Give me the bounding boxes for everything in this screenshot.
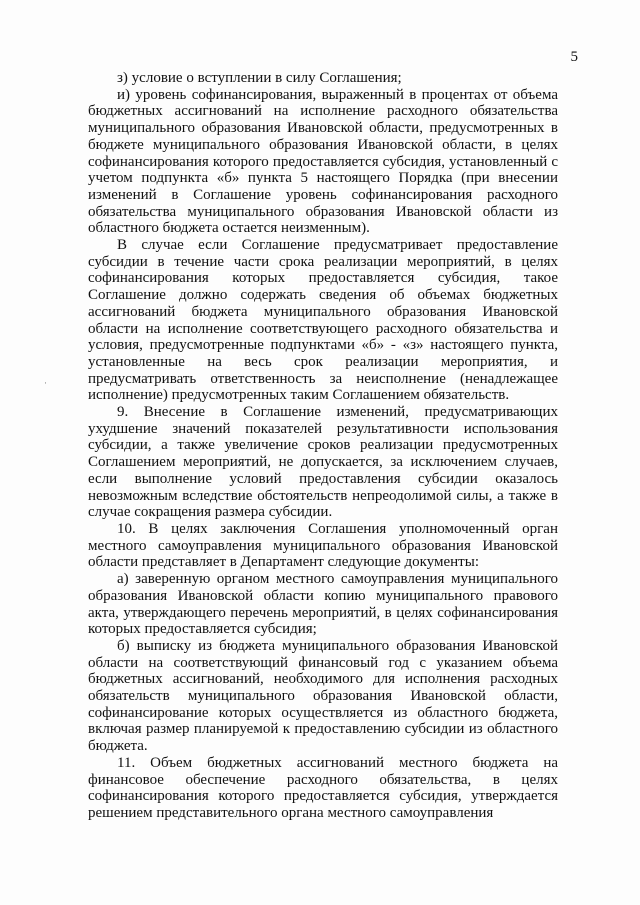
paragraph-partial-term: В случае если Соглашение предусматривает предоставление субсидии в течение части срока реализации мероприятий, в целях софинансирования которых предоставляется субсидия, такое Соглашение должно содержать сведения об объемах бюджетных ассигнований бюджета муниципального образования Ивановской области на исполнение соответствующего расходного обязательства и условия, предусмотренные подпунктами «б» - «з» настоящего пункта, установленные на весь срок реализации мероприятия, и предусматривать ответственность за неисполнение (ненадлежащее исполнение) предусмотренных таким Соглашением обязательств. xyxy=(88,237,558,404)
paragraph-10: 10. В целях заключения Соглашения уполномоченный орган местного самоуправления муниципального образования Ивановской области представляет в Департамент следующие документы: xyxy=(88,520,558,571)
paragraph-z: з) условие о вступлении в силу Соглашения; xyxy=(117,70,402,86)
paragraph-11: 11. Объем бюджетных ассигнований местного бюджета на финансовое обеспечение расходного обязательства, в целях софинансирования которого предоставляется субсидия, утверждается решением представительного органа местного самоуправления xyxy=(88,754,558,821)
paragraph-i: и) уровень софинансирования, выраженный в процентах от объема бюджетных ассигнований на исполнение расходного обязательства муниципального образования Ивановской области, предусмотренных в бюджете муниципального образования Ивановской области, в целях софинансирования которого предоставляется субсидия, установленный с учетом подпункта «б» пункта 5 настоящего Порядка (при внесении изменений в Соглашение уровень софинансирования расходного обязательства муниципального образования Ивановской области из областного бюджета остается неизменным). xyxy=(88,86,558,237)
margin-mark: · xyxy=(44,378,47,388)
paragraph-9: 9. Внесение в Соглашение изменений, предусматривающих ухудшение значений показателей результативности использования субсидии, а также увеличение сроков реализации предусмотренных Соглашением мероприятий, не допускается, за исключением случаев, если выполнение условий предоставления субсидии оказалось невозможным вследствие обстоятельств непреодолимой силы, а также в случае сокращения размера субсидии. xyxy=(88,404,558,521)
paragraph-10b: б) выписку из бюджета муниципального образования Ивановской области на соответствующий финансовый год с указанием объема бюджетных ассигнований, необходимого для исполнения расходных обязательств муниципального образования Ивановской области, софинансирование которых осуществляется из областного бюджета, включая размер планируемой к предоставлению субсидии из областного бюджета. xyxy=(88,637,558,755)
document-body xyxy=(88,70,558,822)
paragraph-10a: а) заверенную органом местного самоуправления муниципального образования Ивановской области копию муниципального правового акта, утверждающего перечень мероприятий, в целях софинансирования которых предоставляется субсидия; xyxy=(88,571,558,638)
page-number: 5 xyxy=(570,49,578,65)
